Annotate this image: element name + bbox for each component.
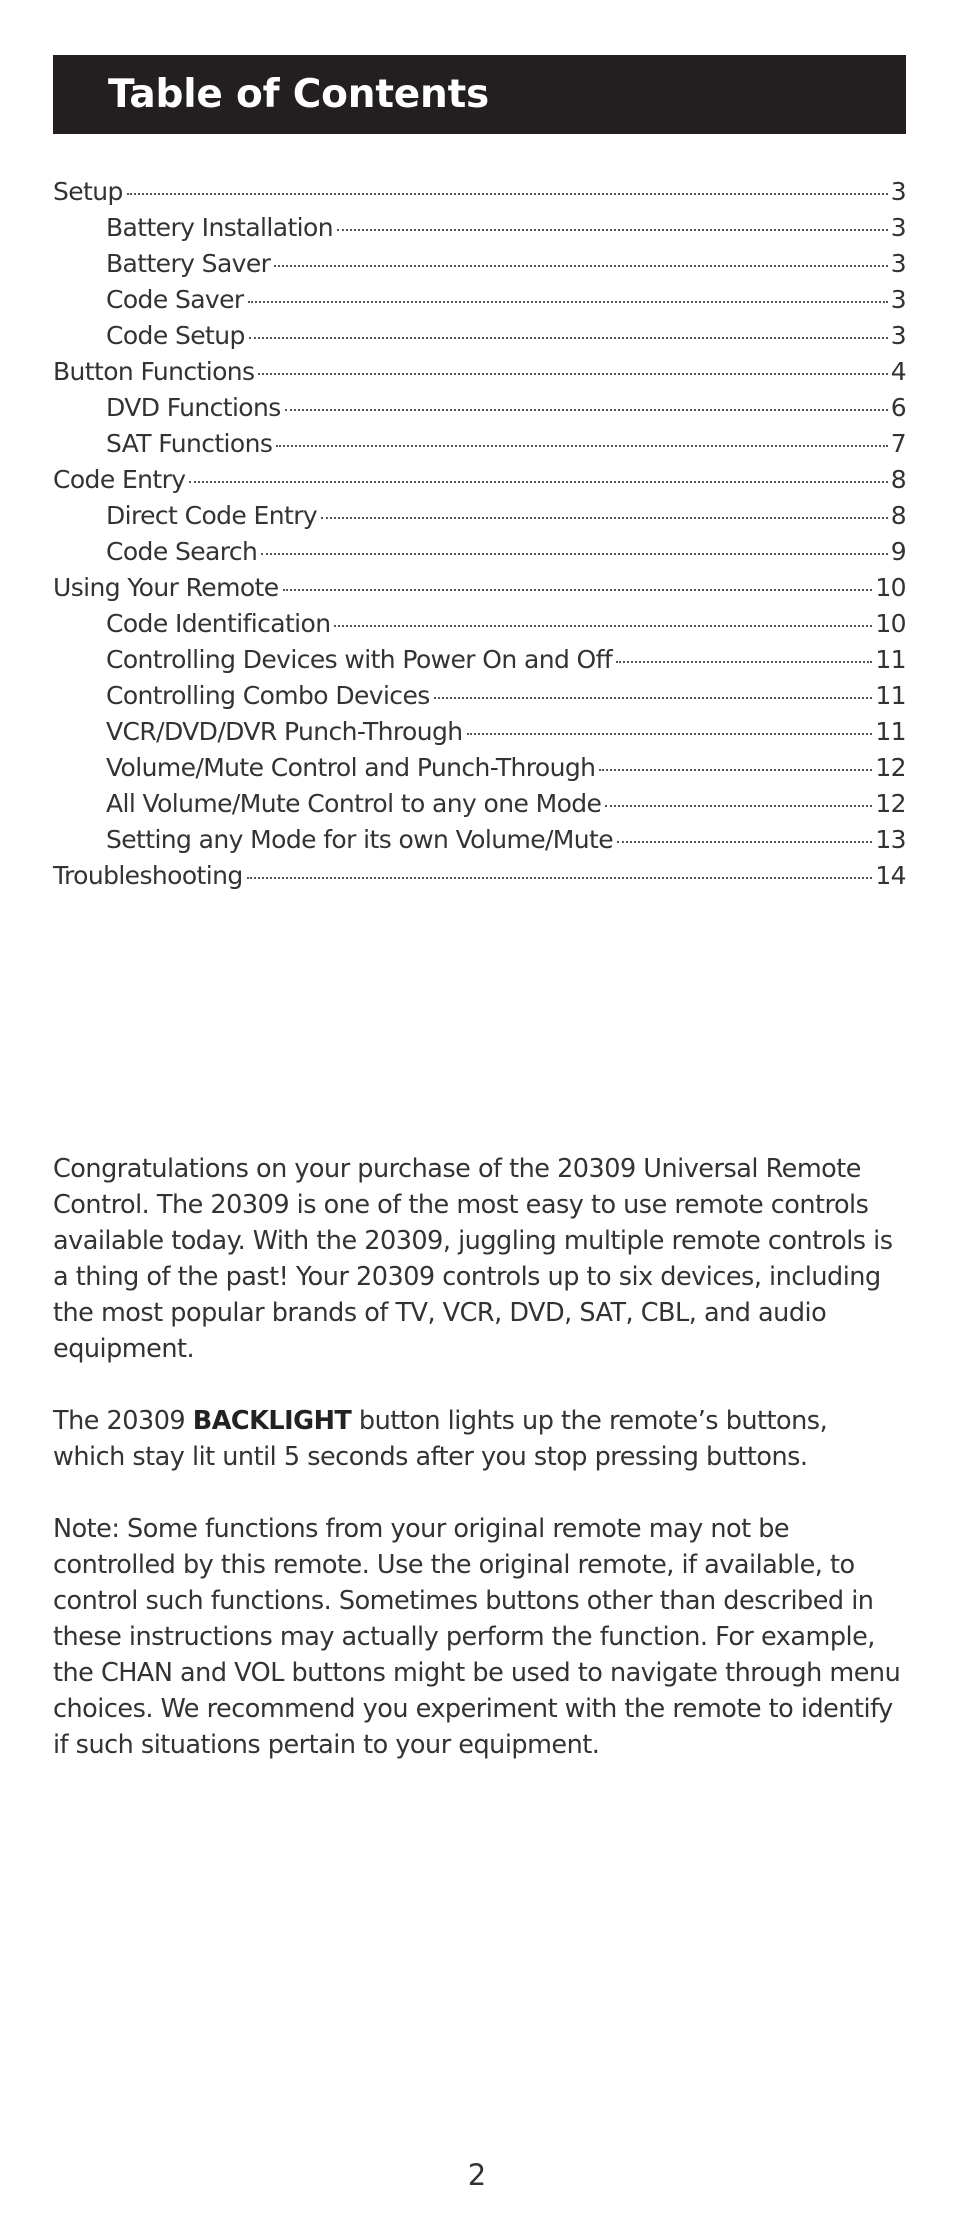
toc-dot-leader (261, 553, 887, 555)
toc-dot-leader (321, 517, 888, 519)
toc-dot-leader (276, 445, 887, 447)
toc-dot-leader (127, 193, 888, 195)
toc-entry[interactable] (53, 861, 906, 897)
intro-text (53, 1151, 906, 1763)
toc-entry-page: 12 (875, 753, 906, 782)
toc-entry-page: 3 (890, 285, 906, 314)
toc-entry-page: 9 (890, 537, 906, 566)
toc-dot-leader (285, 409, 888, 411)
toc-entry-label: Troubleshooting (53, 861, 243, 890)
toc-header-bar (53, 55, 906, 134)
toc-entry-label: Code Saver (106, 285, 244, 314)
toc-entry[interactable] (53, 537, 906, 573)
toc-dot-leader (258, 373, 887, 375)
toc-entry[interactable] (53, 609, 906, 645)
toc-dot-leader (617, 841, 872, 843)
toc-dot-leader (467, 733, 873, 735)
manual-page (53, 55, 906, 1799)
intro-paragraph-1: Congratulations on your purchase of the 20309 Universal Remote Control. The 20309 is one of the most easy to use remote controls available today. With the 20309, juggling multiple remote controls is a thing of the past! Your 20309 controls up to six devices, including the most popular brands of TV, VCR, DVD, SAT, CBL, and audio equipment. (53, 1154, 893, 1364)
table-of-contents (53, 177, 906, 897)
toc-entry-page: 14 (875, 861, 906, 890)
toc-entry-label: VCR/DVD/DVR Punch-Through (106, 717, 463, 746)
toc-entry-label: Volume/Mute Control and Punch-Through (106, 753, 596, 782)
toc-entry[interactable] (53, 789, 906, 825)
toc-entry-label: Code Entry (53, 465, 186, 494)
toc-entry-page: 4 (890, 357, 906, 386)
toc-entry[interactable] (53, 285, 906, 321)
toc-entry[interactable] (53, 321, 906, 357)
toc-dot-leader (249, 337, 888, 339)
toc-entry[interactable] (53, 213, 906, 249)
toc-entry-page: 8 (890, 465, 906, 494)
backlight-keyword: BACKLIGHT (192, 1406, 352, 1436)
toc-dot-leader (274, 265, 887, 267)
toc-entry-page: 7 (890, 429, 906, 458)
toc-entry[interactable] (53, 357, 906, 393)
toc-entry-page: 8 (890, 501, 906, 530)
toc-entry[interactable] (53, 249, 906, 285)
toc-entry-page: 6 (890, 393, 906, 422)
toc-entry-label: Setup (53, 177, 123, 206)
toc-entry-page: 11 (875, 717, 906, 746)
toc-entry-label: Battery Saver (106, 249, 271, 278)
toc-entry-page: 3 (890, 213, 906, 242)
toc-dot-leader (616, 661, 872, 663)
toc-dot-leader (283, 589, 873, 591)
toc-entry[interactable] (53, 501, 906, 537)
toc-dot-leader (248, 301, 888, 303)
backlight-text-after: button lights up the remote’s buttons, which stay lit until 5 seconds after you stop pressing buttons. (53, 1406, 828, 1472)
toc-dot-leader (247, 877, 873, 879)
toc-entry-label: SAT Functions (106, 429, 273, 458)
toc-entry-page: 3 (890, 177, 906, 206)
toc-entry-page: 12 (875, 789, 906, 818)
toc-dot-leader (189, 481, 887, 483)
toc-entry-page: 11 (875, 681, 906, 710)
toc-entry[interactable] (53, 177, 906, 213)
backlight-text-before: The 20309 (53, 1406, 193, 1436)
toc-entry-label: Button Functions (53, 357, 255, 386)
page-number: 2 (467, 2158, 487, 2192)
toc-dot-leader (434, 697, 873, 699)
toc-entry-page: 11 (875, 645, 906, 674)
toc-entry-label: Battery Installation (106, 213, 333, 242)
toc-dot-leader (334, 625, 872, 627)
toc-dot-leader (337, 229, 888, 231)
toc-entry-page: 10 (875, 609, 906, 638)
intro-paragraph-2 (53, 1403, 906, 1475)
toc-entry-label: All Volume/Mute Control to any one Mode (106, 789, 602, 818)
toc-entry[interactable] (53, 573, 906, 609)
toc-entry-page: 10 (875, 573, 906, 602)
toc-entry-label: Direct Code Entry (106, 501, 318, 530)
toc-entry[interactable] (53, 645, 906, 681)
intro-paragraph-3: Note: Some functions from your original remote may not be controlled by this remote. Use the original remote, if available, to control such functions. Sometimes buttons other than described in these instructions may actually perform the function. For example, the CHAN and VOL buttons might be used to navigate through menu choices. We recommend you experiment with the remote to identify if such situations pertain to your equipment. (53, 1514, 901, 1760)
toc-dot-leader (605, 805, 872, 807)
toc-entry[interactable] (53, 753, 906, 789)
toc-entry[interactable] (53, 465, 906, 501)
toc-entry-label: Setting any Mode for its own Volume/Mute (106, 825, 614, 854)
toc-entry-label: Controlling Devices with Power On and Off (106, 645, 613, 674)
toc-entry[interactable] (53, 825, 906, 861)
toc-entry-label: DVD Functions (106, 393, 281, 422)
toc-entry[interactable] (53, 717, 906, 753)
toc-entry-page: 3 (890, 321, 906, 350)
toc-dot-leader (599, 769, 872, 771)
toc-entry[interactable] (53, 681, 906, 717)
page-title: Table of Contents (108, 72, 490, 117)
toc-entry-page: 13 (875, 825, 906, 854)
toc-entry[interactable] (53, 429, 906, 465)
toc-entry-label: Code Identification (106, 609, 331, 638)
toc-entry-label: Controlling Combo Devices (106, 681, 430, 710)
toc-entry-page: 3 (890, 249, 906, 278)
toc-entry-label: Code Search (106, 537, 258, 566)
toc-entry[interactable] (53, 393, 906, 429)
toc-entry-label: Code Setup (106, 321, 245, 350)
toc-entry-label: Using Your Remote (53, 573, 279, 602)
